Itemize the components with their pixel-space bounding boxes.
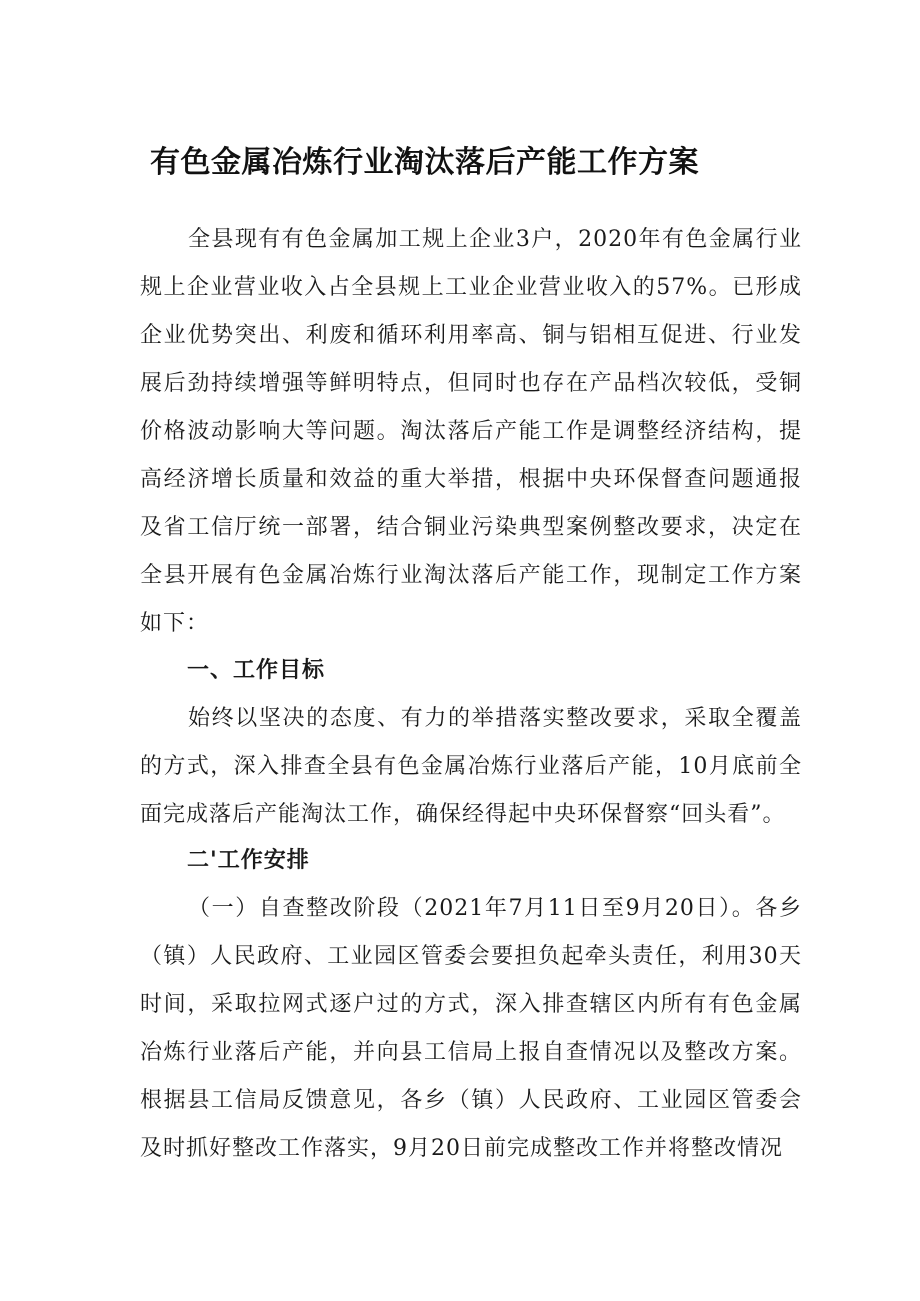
document-title: 有色金属冶炼行业淘汰落后产能工作方案	[150, 145, 699, 180]
intro-paragraph: 全县现有有色金属加工规上企业3户，2020年有色金属行业规上企业营业收入占全县规上工业企业营业收入的57%。已形成企业优势突出、利废和循环利用率高、铜与铝相互促进、行业发展后劲持续增强等鲜明特点，但同时也存在产品档次较低，受铜价格波动影响大等问题。淘汰落后产能工作是调整经济结构，提高经济增长质量和效益的重大举措，根据中央环保督查问题通报及省工信厅统一部署，结合铜业污染典型案例整改要求，决定在全县开展有色金属冶炼行业淘汰落后产能工作，现制定工作方案如下：	[140, 227, 802, 636]
section-heading-work-arrangement: 二'工作安排	[187, 848, 310, 873]
work-goals-paragraph: 始终以坚决的态度、有力的举措落实整改要求，采取全覆盖的方式，深入排查全县有色金属冶炼行业落后产能，10月底前全面完成落后产能淘汰工作，确保经得起中央环保督察“回头看”。	[140, 706, 802, 827]
section-heading-work-goals: 一、工作目标	[187, 658, 326, 683]
work-arrangement-paragraph: （一）自查整改阶段（2021年7月11日至9月20日）。各乡（镇）人民政府、工业园区管委会要担负起牵头责任，利用30天时间，采取拉网式逐户过的方式，深入排查辖区内所有有色金属冶炼行业落后产能，并向县工信局上报自查情况以及整改方案。根据县工信局反馈意见，各乡（镇）人民政府、工业园区管委会及时抓好整改工作落实，9月20日前完成整改工作并将整改情况	[140, 896, 802, 1161]
